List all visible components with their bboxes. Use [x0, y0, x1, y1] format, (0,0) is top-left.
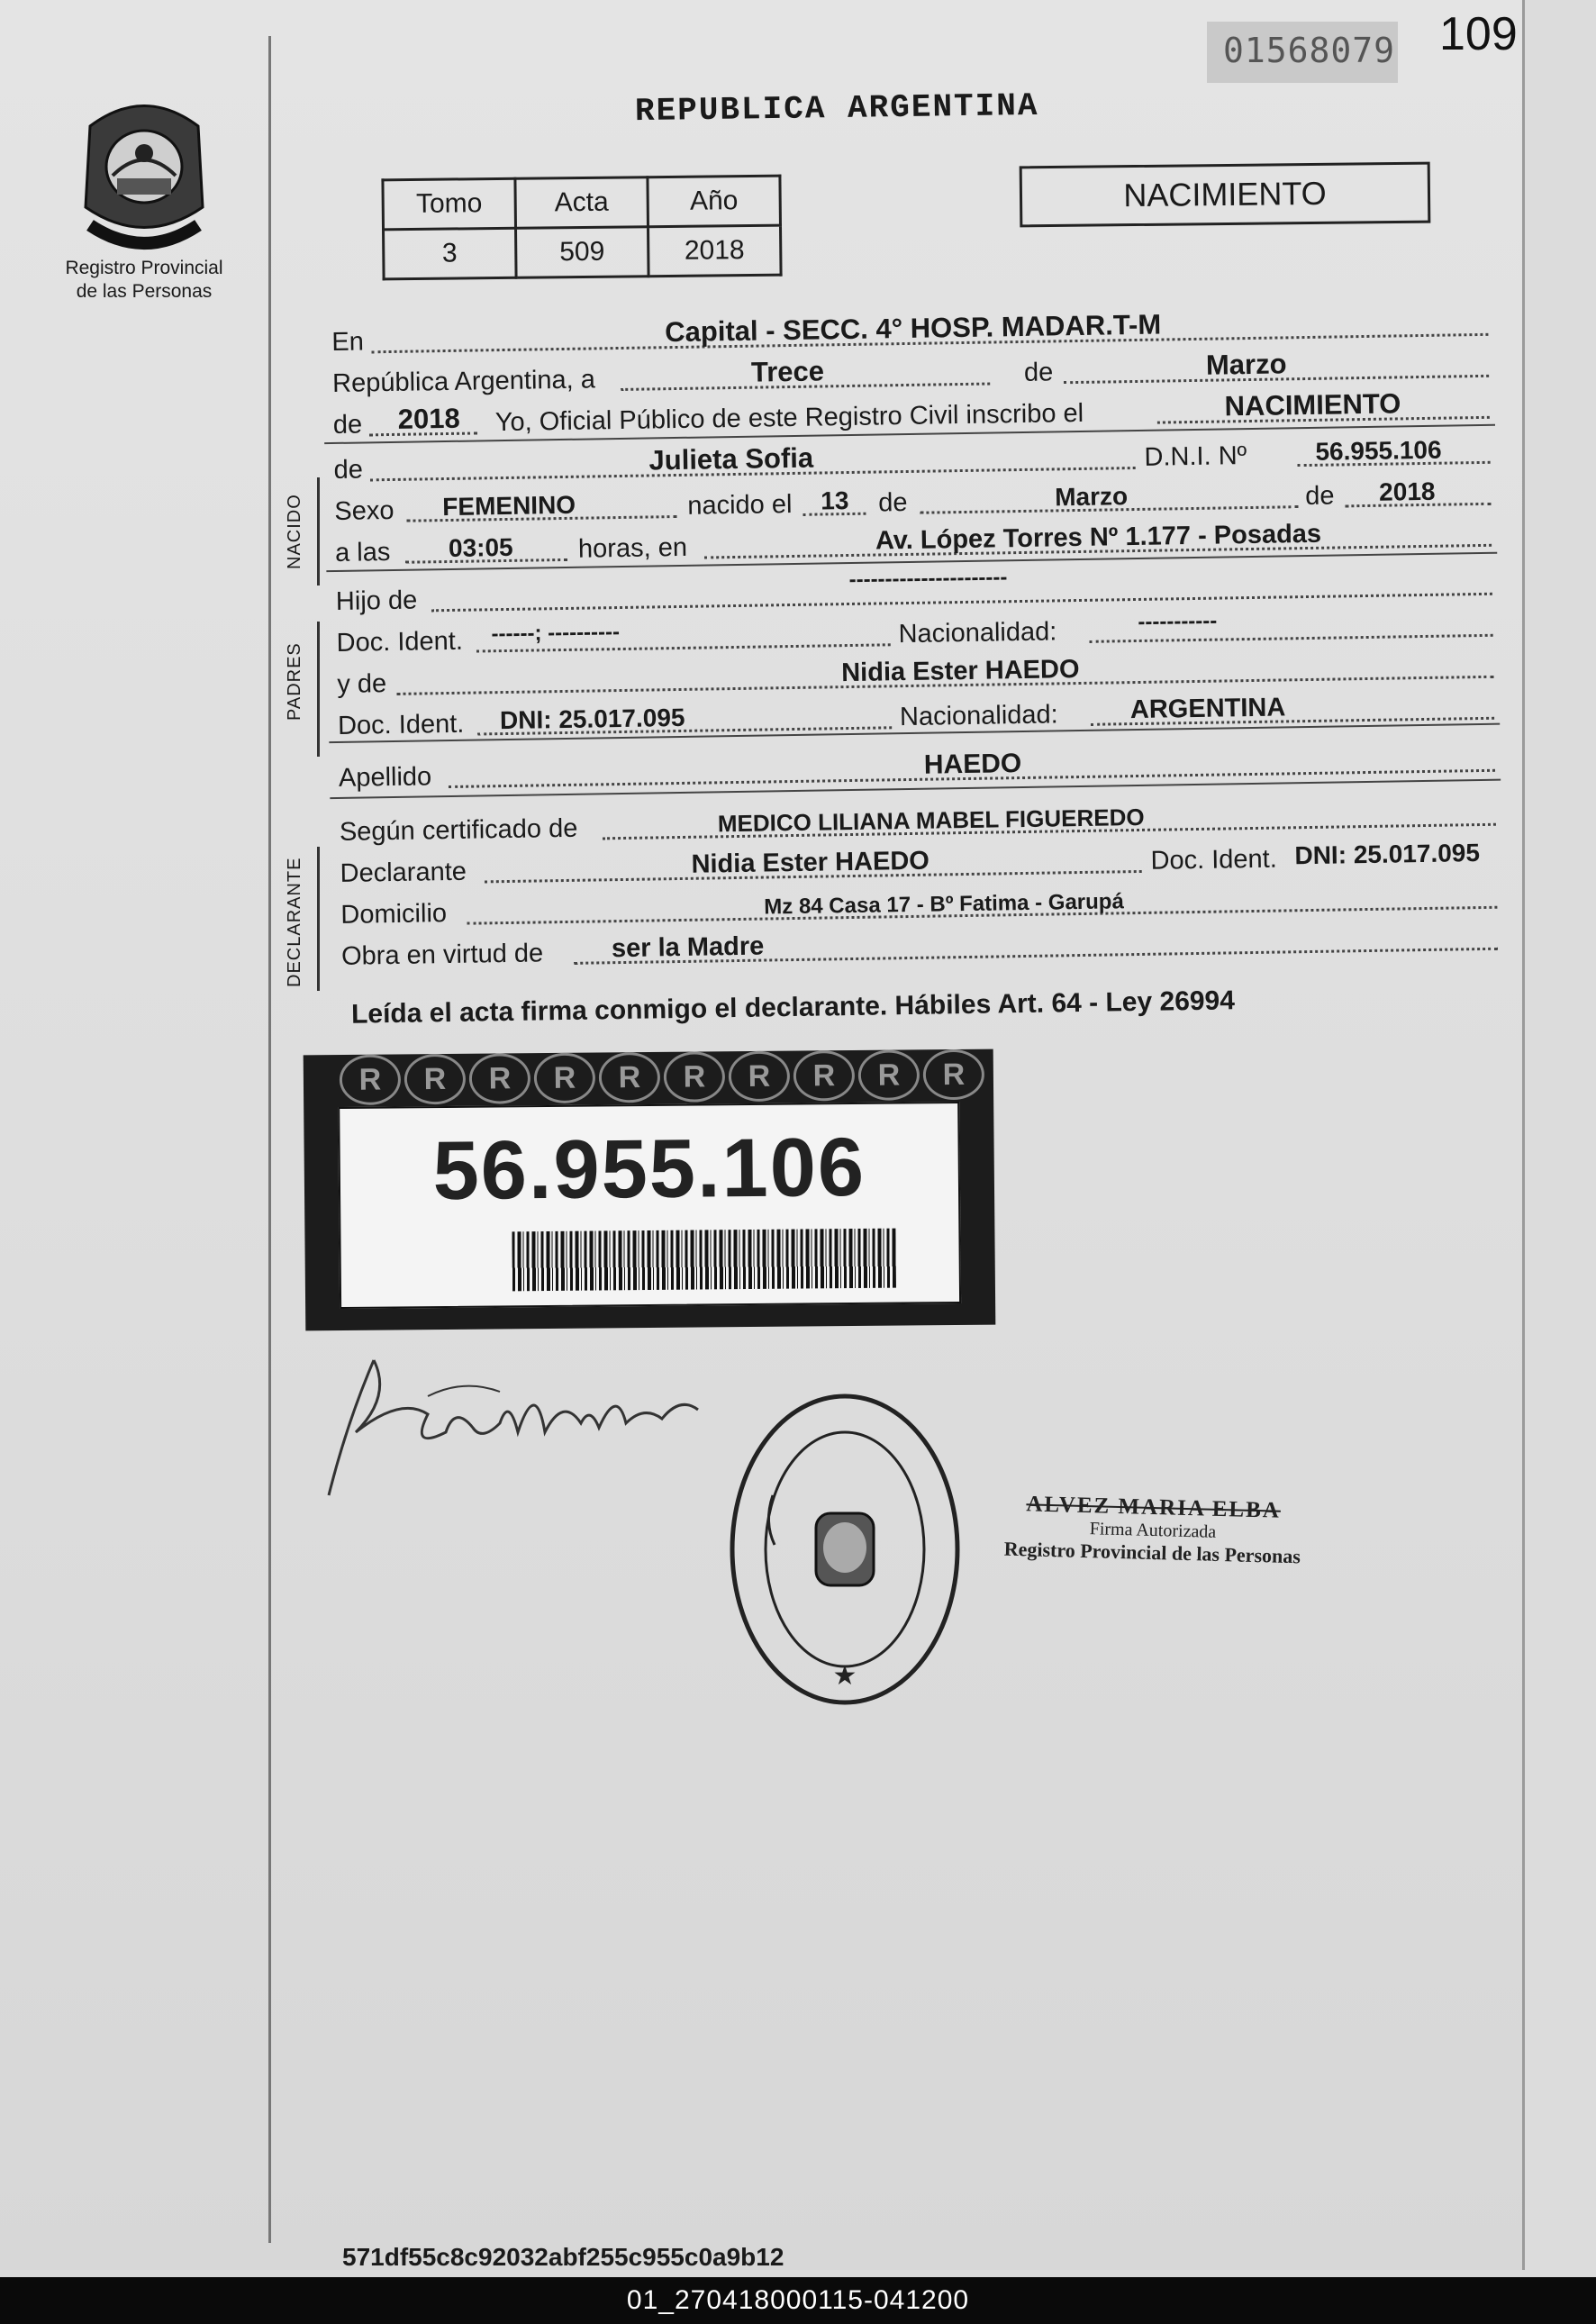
label-hijo: Hijo de [335, 586, 418, 616]
registry-name [36, 257, 252, 304]
label-de-year: de [332, 410, 363, 440]
value-year: 2018 [397, 402, 460, 435]
label-de-name: de [333, 455, 364, 485]
label-doc: Doc. Ident. [336, 626, 464, 658]
value-father-doc: ------; ---------- [491, 620, 621, 647]
record-table-header-row [383, 176, 781, 230]
label-dni: D.N.I. Nº [1144, 441, 1247, 472]
value-time: 03:05 [448, 532, 513, 562]
record-table-value-row [384, 225, 782, 279]
pattern-letter: R [534, 1053, 595, 1104]
label-de-year2: de [1304, 481, 1335, 512]
pattern-letter: R [923, 1049, 984, 1101]
province-seal-logo [72, 90, 216, 261]
value-birth-month: Marzo [1054, 482, 1129, 512]
section-label-declarante: DECLARANTE [285, 857, 304, 987]
pattern-letter: R [729, 1051, 790, 1103]
sticker-dni-number: 56.955.106 [432, 1121, 866, 1218]
authorized-signature-block [972, 1491, 1334, 1569]
label-apellido: Apellido [338, 762, 432, 793]
record-kind-box: NACIMIENTO [1020, 162, 1431, 228]
svg-text:★: ★ [832, 1660, 857, 1692]
value-certificate: MEDICO LILIANA MABEL FIGUEREDO [717, 803, 1145, 838]
authority-role: Firma Autorizada [1089, 1519, 1217, 1542]
value-father: ---------------------- [848, 565, 1008, 593]
label-domicile: Domicilio [340, 899, 448, 930]
label-reason: Obra en virtud de [340, 939, 544, 971]
value-declarant: Nidia Ester HAEDO [691, 846, 930, 879]
header-ano: Año [648, 176, 781, 227]
label-de: de [1023, 358, 1054, 387]
value-act-type: NACIMIENTO [1224, 387, 1401, 422]
dotted-line [1090, 634, 1493, 643]
label-hours: horas, en [577, 532, 688, 564]
pattern-letter: R [664, 1051, 725, 1103]
pattern-letter: R [599, 1052, 660, 1103]
pattern-letter: R [858, 1049, 920, 1101]
page-edge [1522, 0, 1525, 2270]
value-mother: Nidia Ester HAEDO [840, 655, 1080, 688]
label-born: nacido el [687, 489, 793, 521]
value-place: Capital - SECC. 4° HOSP. MADAR.T-M [664, 308, 1162, 349]
officer-text: Yo, Oficial Público de este Registro Civil inscribo el [494, 398, 1084, 438]
sticker-label [338, 1102, 961, 1309]
value-tomo: 3 [384, 228, 517, 279]
section-label-nacido: NACIDO [285, 494, 304, 569]
document-hash: 571df55c8c92032abf255c955c0a9b12 [342, 2243, 784, 2271]
value-surname: HAEDO [923, 749, 1022, 780]
value-child-dni: 56.955.106 [1315, 435, 1442, 466]
barcode [512, 1229, 896, 1292]
pattern-letter: R [793, 1050, 855, 1102]
pattern-letter: R [469, 1053, 530, 1104]
scan-id-bar: 01_270418000115-041200 [0, 2277, 1596, 2324]
section-label-padres: PADRES [285, 642, 304, 721]
label-doc2: Doc. Ident. [337, 709, 465, 740]
value-child-name: Julieta Sofia [648, 441, 814, 477]
value-birth-day: 13 [820, 486, 849, 515]
value-sexo: FEMENINO [442, 490, 576, 522]
header-acta: Acta [515, 177, 648, 229]
authority-registry: Registro Provincial de las Personas [1003, 1537, 1301, 1568]
declarant-signature [320, 1342, 716, 1504]
pattern-letter: R [340, 1054, 401, 1105]
label-declarant: Declarante [340, 857, 467, 888]
value-reason: ser la Madre [611, 931, 765, 964]
declarante-bracket [317, 847, 320, 991]
label-de-month: de [878, 487, 908, 518]
registry-name-line2: de las Personas [76, 281, 213, 302]
value-domicile: Mz 84 Casa 17 - Bº Fatima - Garupá [764, 889, 1125, 920]
country-title: REPUBLICA ARGENTINA [634, 86, 1039, 131]
authority-name: ALVEZ MARIA ELBA [1026, 1492, 1282, 1523]
value-birth-place: Av. López Torres Nº 1.177 - Posadas [875, 519, 1322, 556]
header-tomo: Tomo [383, 178, 516, 230]
label-sexo: Sexo [334, 495, 394, 526]
record-table [381, 175, 782, 281]
nacido-bracket [317, 477, 320, 586]
label-time: a las [334, 538, 391, 567]
security-pattern [304, 1049, 993, 1108]
value-day: Trece [750, 355, 825, 388]
pattern-letter: R [404, 1054, 466, 1105]
dni-sticker [304, 1049, 996, 1331]
padres-bracket [317, 622, 320, 757]
folio-number: 109 [1439, 8, 1518, 60]
value-declarant-doc: DNI: 25.017.095 [1294, 839, 1481, 870]
value-ano: 2018 [648, 225, 781, 277]
value-father-nat: ----------- [1138, 608, 1218, 634]
closing-note: Leída el acta firma conmigo el declarante. Hábiles Art. 64 - Ley 26994 [350, 985, 1236, 1030]
serial-number: 01568079 [1223, 31, 1396, 70]
label-nat: Nacionalidad: [898, 617, 1057, 649]
label-doc3: Doc. Ident. [1150, 844, 1278, 876]
label-certificate: Según certificado de [339, 813, 578, 847]
value-mother-doc: DNI: 25.017.095 [499, 703, 685, 735]
value-birth-year: 2018 [1378, 477, 1436, 506]
official-stamp [728, 1387, 962, 1711]
margin-rule [268, 36, 271, 2243]
value-mother-nat: ARGENTINA [1129, 693, 1286, 725]
label-nat2: Nacionalidad: [899, 700, 1058, 732]
value-month: Marzo [1205, 348, 1287, 381]
label-country: República Argentina, a [331, 365, 596, 398]
label-y-de: y de [337, 669, 387, 699]
birth-record-form [331, 302, 1512, 976]
label-en: En [331, 327, 365, 357]
registry-name-line1: Registro Provincial [65, 258, 223, 278]
value-acta: 509 [516, 227, 649, 278]
